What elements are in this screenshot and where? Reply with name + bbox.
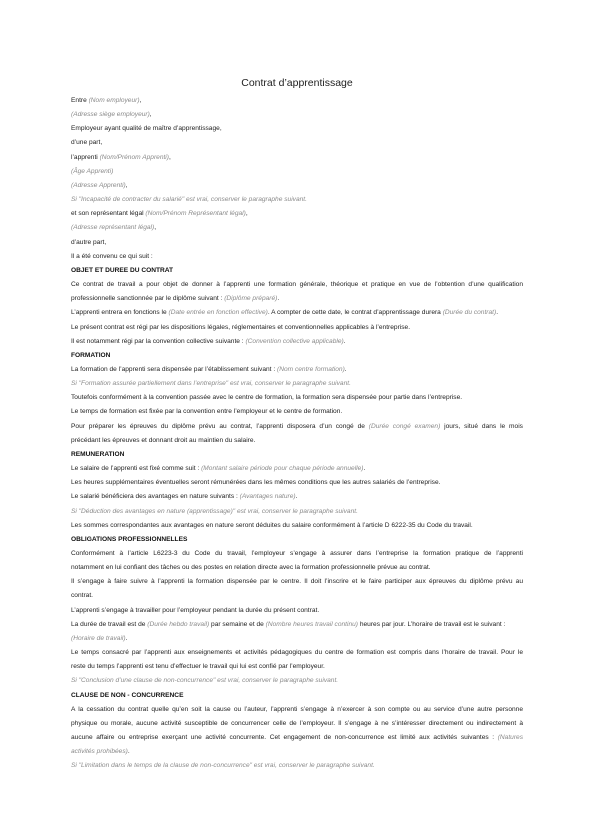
placeholder-field: (Convention collective applicable): [245, 337, 344, 345]
text-run: La durée de travail est de: [71, 620, 148, 628]
placeholder-field: (Nom centre formation): [277, 365, 345, 373]
text-run: l’apprenti: [71, 153, 100, 161]
paragraph-line: [71, 745, 523, 759]
paragraph-line: [71, 236, 523, 250]
paragraph-line: [71, 321, 523, 335]
paragraph-line: [71, 207, 523, 221]
placeholder-field: (Avantages nature): [239, 493, 296, 501]
text-run: .: [125, 634, 128, 642]
paragraph-line: [71, 136, 523, 150]
conditional-note: [71, 759, 523, 773]
text-run: ,: [125, 181, 128, 189]
text-run: .: [343, 337, 346, 345]
section-heading: [71, 349, 523, 363]
paragraph-line: [71, 250, 523, 264]
section-heading: [71, 533, 523, 547]
text-run: reste du temps l’apprenti est tenu d’effectuer le travail qui lui est confié par l’employeur.: [71, 663, 325, 671]
conditional-note: [71, 193, 523, 207]
paragraph-line: [71, 632, 523, 646]
paragraph-line: [71, 434, 523, 448]
placeholder-field: (Montant salaire période pour chaque période annuelle): [201, 465, 364, 473]
text-run: Si "Déduction des avantages en nature (apprentissage)" est vrai, conserver le paragraphe suivant.: [71, 507, 358, 515]
paragraph-line: [71, 292, 523, 306]
paragraph-line: [71, 575, 523, 589]
paragraph-line: [71, 306, 523, 320]
paragraph-line: [71, 179, 523, 193]
text-run: OBJET ET DUREE DU CONTRAT: [71, 266, 174, 274]
text-run: Le salarié bénéficiera des avantages en nature suivants :: [71, 493, 240, 501]
text-run: Entre: [71, 97, 89, 104]
text-run: ,: [245, 210, 248, 218]
text-run: . A compter de cette date, le contrat d’apprentissage durera: [267, 309, 443, 317]
conditional-note: [71, 674, 523, 688]
text-run: L’apprenti entrera en fonctions le: [71, 309, 169, 317]
text-run: précédant les épreuves et donnant droit au maintien du salaire.: [71, 436, 256, 444]
section-heading: [71, 689, 523, 703]
paragraph-line: [71, 94, 523, 108]
text-run: Les sommes correspondantes aux avantages en nature seront déduites du salaire conformément à l’article D 6222-35 du Code du travail.: [71, 521, 473, 529]
text-run: Il a été convenu ce qui suit :: [71, 252, 153, 260]
text-run: Le présent contrat est régi par les dispositions légales, réglementaires et conventionnelles applicables à l’entreprise.: [71, 323, 411, 331]
paragraph-line: [71, 476, 523, 490]
text-run: Employeur ayant qualité de maître d’apprentissage,: [71, 125, 222, 133]
section-heading: [71, 264, 523, 278]
text-run: Il est notamment régi par la convention collective suivante :: [71, 337, 246, 345]
text-run: professionnelle sanctionnée par le diplôme suivant :: [71, 295, 225, 303]
text-run: Si "Conclusion d’une clause de non-concurrence" est vrai, conserver le paragraphe suivant.: [71, 677, 339, 685]
text-run: d’autre part,: [71, 238, 107, 246]
paragraph-line: [71, 646, 523, 660]
paragraph-line: [71, 391, 523, 405]
text-run: .: [363, 465, 366, 473]
paragraph-line: [71, 108, 523, 122]
text-run: ,: [154, 224, 157, 232]
placeholder-field: (Horaire de travail): [71, 634, 126, 642]
paragraph-line: [71, 420, 523, 434]
text-run: notamment en lui confiant des tâches ou des postes en relation directe avec la formation professionnelle prévue au contrat.: [71, 564, 431, 572]
paragraph-line: [71, 561, 523, 575]
text-run: ,: [139, 97, 142, 104]
text-run: FORMATION: [71, 351, 111, 359]
text-run: physique ou morale, aucune activité susceptible de concurrencer celle de l’employeur. Il s’engage à ne s’intéresser directement ou indirectement à: [71, 719, 523, 727]
paragraph-line: [71, 618, 523, 632]
text-run: Pour préparer les épreuves du diplôme prévu au contrat, l’apprenti disposera d’un congé de: [71, 422, 369, 430]
conditional-note: [71, 505, 523, 519]
text-run: .: [277, 295, 280, 303]
text-run: et son représentant légal: [71, 210, 146, 218]
placeholder-field: (Nombre heures travail continu): [265, 620, 359, 628]
text-run: Si "Limitation dans le temps de la clause de non-concurrence" est vrai, conserver le paragraphe suivant.: [71, 762, 375, 770]
placeholder-field: (Date entrée en fonction effective): [168, 309, 268, 317]
text-run: Si "Incapacité de contracter du salarié" est vrai, conserver le paragraphe suivant.: [71, 196, 307, 204]
text-run: A la cessation du contrat quelle qu’en soit la cause ou l’auteur, l’apprenti s’engage à n’exercer à son compte ou au service d’une autre personne: [71, 705, 523, 713]
text-run: ,: [168, 153, 171, 161]
placeholder-field: (Nom employeur): [88, 97, 140, 104]
placeholder-field: (Adresse siège employeur): [71, 111, 150, 119]
text-run: ,: [149, 111, 152, 119]
paragraph-line: [71, 335, 523, 349]
text-run: aucune affaire ou entreprise exerçant une activité concurrente. Cet engagement de non-concurrence est limité aux activités suivantes :: [71, 734, 498, 742]
text-run: Ce contrat de travail a pour objet de donner à l’apprenti une formation générale, théorique et pratique en vue de l’obtention d’une qualification: [71, 281, 523, 289]
text-run: d’une part,: [71, 139, 103, 147]
text-run: Il s’engage à faire suivre à l’apprenti la formation dispensée par le centre. Il doit l’inscrire et le faire participer aux épreuves du diplôme prévu au: [71, 578, 523, 586]
text-run: .: [496, 309, 499, 317]
text-run: heures par jour. L’horaire de travail est le suivant :: [358, 620, 506, 628]
paragraph-line: [71, 221, 523, 235]
paragraph-line: [71, 519, 523, 533]
placeholder-field: (Diplôme préparé): [224, 295, 278, 303]
text-run: L’apprenti s’engage à travailler pour l’employeur pendant la durée du présent contrat.: [71, 606, 320, 614]
text-run: La formation de l’apprenti sera dispensée par l’établissement suivant :: [71, 365, 277, 373]
text-run: Le salaire de l’apprenti est fixé comme suit :: [71, 465, 202, 473]
placeholder-field: (Durée congé examen): [368, 422, 441, 430]
page-title: Contrat d’apprentissage: [241, 77, 353, 89]
text-run: .: [127, 748, 130, 756]
paragraph-line: [71, 278, 523, 292]
text-run: Le temps de formation est fixée par la convention entre l’employeur et le centre de formation.: [71, 408, 343, 416]
paragraph-line: [71, 604, 523, 618]
paragraph-line: [71, 589, 523, 603]
text-run: jours, situé dans le mois: [440, 422, 523, 430]
paragraph-line: [71, 151, 523, 165]
placeholder-field: (Adresse Apprenti): [71, 181, 126, 189]
paragraph-line: [71, 731, 523, 745]
text-run: .: [344, 365, 347, 373]
document-body: [71, 94, 523, 774]
paragraph-line: [71, 122, 523, 136]
placeholder-field: (Nom/Prénom Apprenti): [99, 153, 169, 161]
text-run: CLAUSE DE NON - CONCURRENCE: [71, 691, 184, 699]
text-run: Si "Formation assurée partiellement dans l’entreprise" est vrai, conserver le paragraphe suivant.: [71, 380, 351, 388]
text-run: .: [295, 493, 298, 501]
placeholder-field: (Natures: [497, 734, 523, 742]
text-run: Conformément à l’article L6223-3 du Code du travail, l’employeur s’engage à assurer dans l’entreprise la formation pratique de l’apprenti: [71, 550, 523, 557]
text-run: OBLIGATIONS PROFESSIONNELLES: [71, 535, 188, 543]
placeholder-field: activités prohibées): [71, 748, 128, 756]
placeholder-field: (Adresse représentant légal): [71, 224, 155, 232]
text-run: Toutefois conformément à la convention passée avec le centre de formation, la formation sera dispensée pour partie dans l’entreprise.: [71, 394, 463, 402]
text-run: Les heures supplémentaires éventuelles seront rémunérées dans les mêmes conditions que les autres salariés de l’entreprise.: [71, 479, 441, 487]
placeholder-field: (Durée du contrat): [442, 309, 497, 317]
text-run: Le temps consacré par l’apprenti aux enseignements et activités pédagogiques du centre de formation est compris dans l’horaire de travail. Pour le: [71, 649, 523, 657]
text-run: REMUNERATION: [71, 450, 125, 458]
paragraph-line: [71, 363, 523, 377]
conditional-note: [71, 377, 523, 391]
placeholder-field: (Âge Apprenti): [71, 167, 114, 175]
paragraph-line: [71, 717, 523, 731]
paragraph-line: [71, 462, 523, 476]
placeholder-field: (Nom/Prénom Représentant légal): [145, 210, 246, 218]
section-heading: [71, 448, 523, 462]
text-run: par semaine et de: [209, 620, 266, 628]
paragraph-line: [71, 547, 523, 561]
placeholder-field: (Durée hebdo travail): [147, 620, 210, 628]
text-run: contrat.: [71, 592, 93, 600]
paragraph-line: [71, 405, 523, 419]
paragraph-line: [71, 703, 523, 717]
paragraph-line: [71, 165, 523, 179]
paragraph-line: [71, 660, 523, 674]
paragraph-line: [71, 490, 523, 504]
